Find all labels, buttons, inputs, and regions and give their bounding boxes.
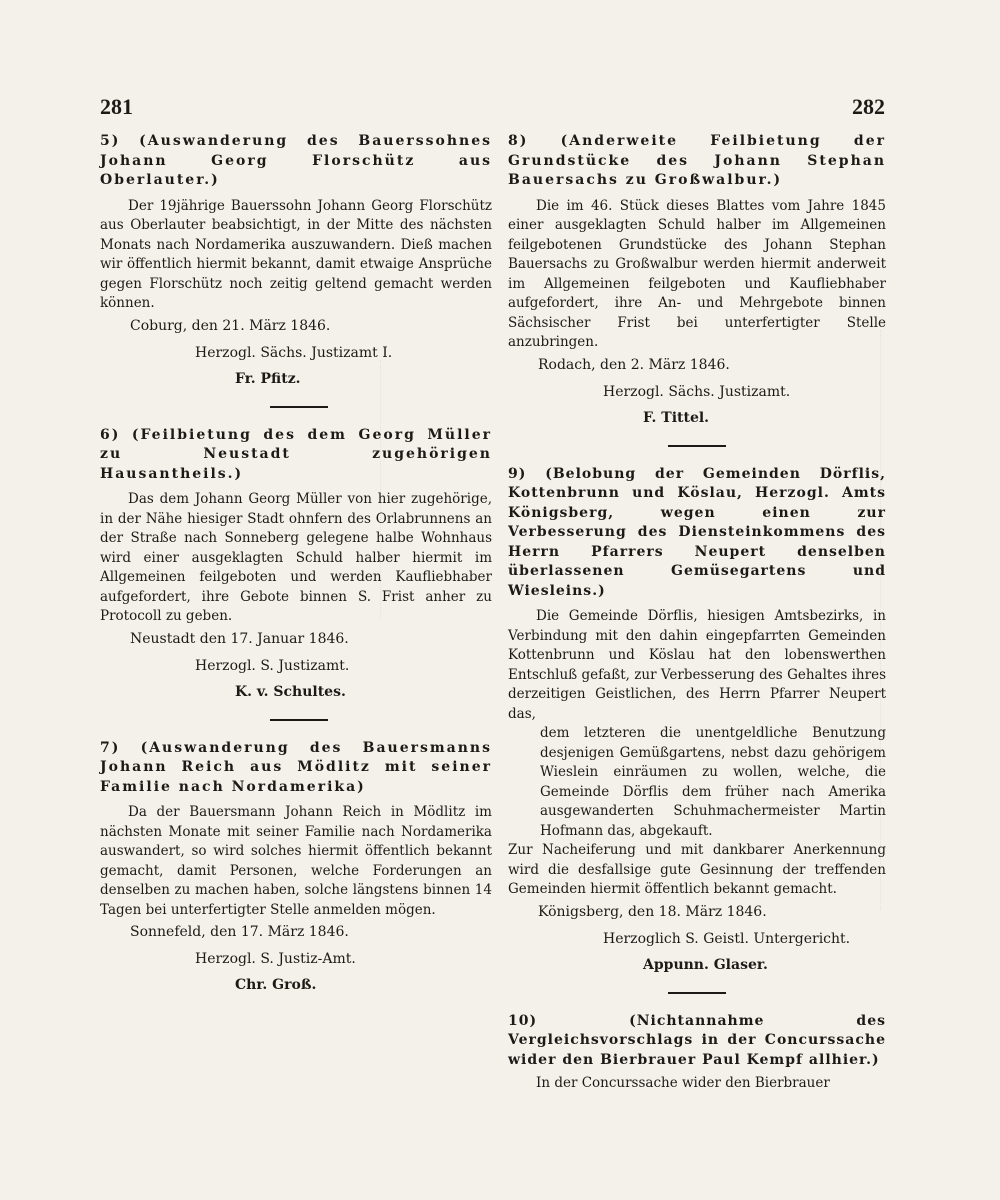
notice-place-date: Neustadt den 17. Januar 1846. [130,630,349,647]
notice-place-date: Coburg, den 21. März 1846. [130,317,331,334]
notice-signature: Fr. Pfitz. [235,370,301,387]
notice-heading: 9) (Belobung der Gemeinden Dörflis, Kottenbrunn und Köslau, Herzogl. Amts Königsberg, wegen einen zur Verbesserung des Diensteinkommens des Herrn Pfarrers Neupert denselben überlassenen Gemüsegartens und Wiesleins.) [508,465,886,599]
notice-signature: F. Tittel. [643,409,710,426]
notice-body: Die im 46. Stück dieses Blattes vom Jahre 1845 einer ausgeklagten Schuld halber im Allgemeinen feilgebotenen Grundstücke des Johann Stephan Bauersachs zu Großwalbur werden hiermit anderweit im Allgemeinen feilgeboten und Kaufliebhaber aufgefordert, ihre An- und Mehrgebote binnen Sächsischer Frist bei unterfertigter Stelle anzubringen. [508,197,886,350]
notice-7 [100,739,492,997]
notice-heading: 10) (Nichtannahme des Vergleichsvorschlags in der Concurssache wider den Bierbrauer Paul Kempf allhier.) [508,1012,886,1068]
notice-8 [508,132,886,429]
notice-6 [100,426,492,703]
notice-body: Der 19jährige Bauerssohn Johann Georg Florschütz aus Oberlauter beabsichtigt, in der Mitte des nächsten Monats nach Nordamerika auszuwandern. Dieß machen wir öffentlich hiermit bekannt, damit etwaige Ansprüche gegen Florschütz noch zeitig geltend gemacht werden können. [100,197,492,311]
notice-body: In der Concurssache wider den Bierbrauer [536,1075,830,1091]
notice-quoted-text: dem letzteren die unentgeldliche Benutzung desjenigen Gemüßgartens, nebst dazu gehörigem Wieslein einräumen zu wollen, welche, die Gemeinde Dörflis dem früher nach Amerika ausgewanderten Schuhmachermeister Martin Hofmann das, abgekauft. [540,725,886,839]
page-number-left: 281 [100,94,133,119]
section-divider [270,719,328,721]
section-divider [668,992,726,994]
notice-signature: Chr. Groß. [235,977,317,993]
notice-heading: 5) (Auswanderung des Bauerssohnes Johann Georg Florschütz aus Oberlauter.) [100,133,492,188]
notice-5 [100,132,492,390]
bleed-through [880,330,921,910]
notice-heading: 7) (Auswanderung des Bauersmanns Johann Reich aus Mödlitz mit seiner Familie nach Nordamerika) [100,739,492,795]
notice-office: Herzogl. Sächs. Justizamt I. [195,344,393,361]
notice-office: Herzogl. S. Justiz-Amt. [195,951,356,967]
notice-closing: Zur Nacheiferung und mit dankbarer Anerkennung wird die desfallsige gute Gesinnung der treffenden Gemeinden hiermit öffentlich bekannt gemacht. [508,842,886,897]
notice-place-date: Königsberg, den 18. März 1846. [538,903,767,920]
notice-9 [508,465,886,976]
notice-signature: K. v. Schultes. [235,683,346,700]
notice-body: Die Gemeinde Dörflis, hiesigen Amtsbezirks, in Verbindung mit den dahin eingepfarrten Gemeinden Kottenbrunn und Köslau hat den lobenswerthen Entschluß gefaßt, zur Verbesserung des Gehaltes ihres derzeitigen Geistlichen, des Herrn Pfarrer Neupert das, [508,608,886,722]
right-column [508,132,886,1094]
notice-heading: 6) (Feilbietung des dem Georg Müller zu Neustadt zugehörigen Hausantheils.) [100,426,492,482]
notice-signature: Appunn. Glaser. [643,956,768,973]
notice-heading: 8) (Anderweite Feilbietung der Grundstücke des Johann Stephan Bauersachs zu Großwalbur.) [508,133,886,188]
notice-office: Herzogl. S. Justizamt. [195,657,350,674]
notice-body: Das dem Johann Georg Müller von hier zugehörige, in der Nähe hiesiger Stadt ohnfern des Orlabrunnens an der Straße nach Sonneberg gelegene halbe Wohnhaus wird einer ausgeklagten Schuld halber hiermit im Allgemeinen feilgeboten und werden Kaufliebhaber aufgefordert, ihre Gebote binnen S. Frist anher zu Protocoll zu geben. [100,491,492,624]
section-divider [270,406,328,408]
notice-office: Herzogl. Sächs. Justizamt. [603,383,791,400]
notice-office: Herzoglich S. Geistl. Untergericht. [603,930,851,947]
page-number-right: 282 [852,94,885,119]
notice-10 [508,1012,886,1094]
notice-body: Da der Bauersmann Johann Reich in Mödlitz im nächsten Monate mit seiner Familie nach Nordamerika auswandert, so wird solches hiermit öffentlich bekannt gemacht, damit Personen, welche Forderungen an denselben zu machen haben, solche längstens binnen 14 Tagen bei unterfertigter Stelle anmelden mögen. [100,804,492,918]
section-divider [668,445,726,447]
left-column [100,132,492,996]
notice-place-date: Rodach, den 2. März 1846. [538,356,730,373]
notice-place-date: Sonnefeld, den 17. März 1846. [130,924,349,940]
